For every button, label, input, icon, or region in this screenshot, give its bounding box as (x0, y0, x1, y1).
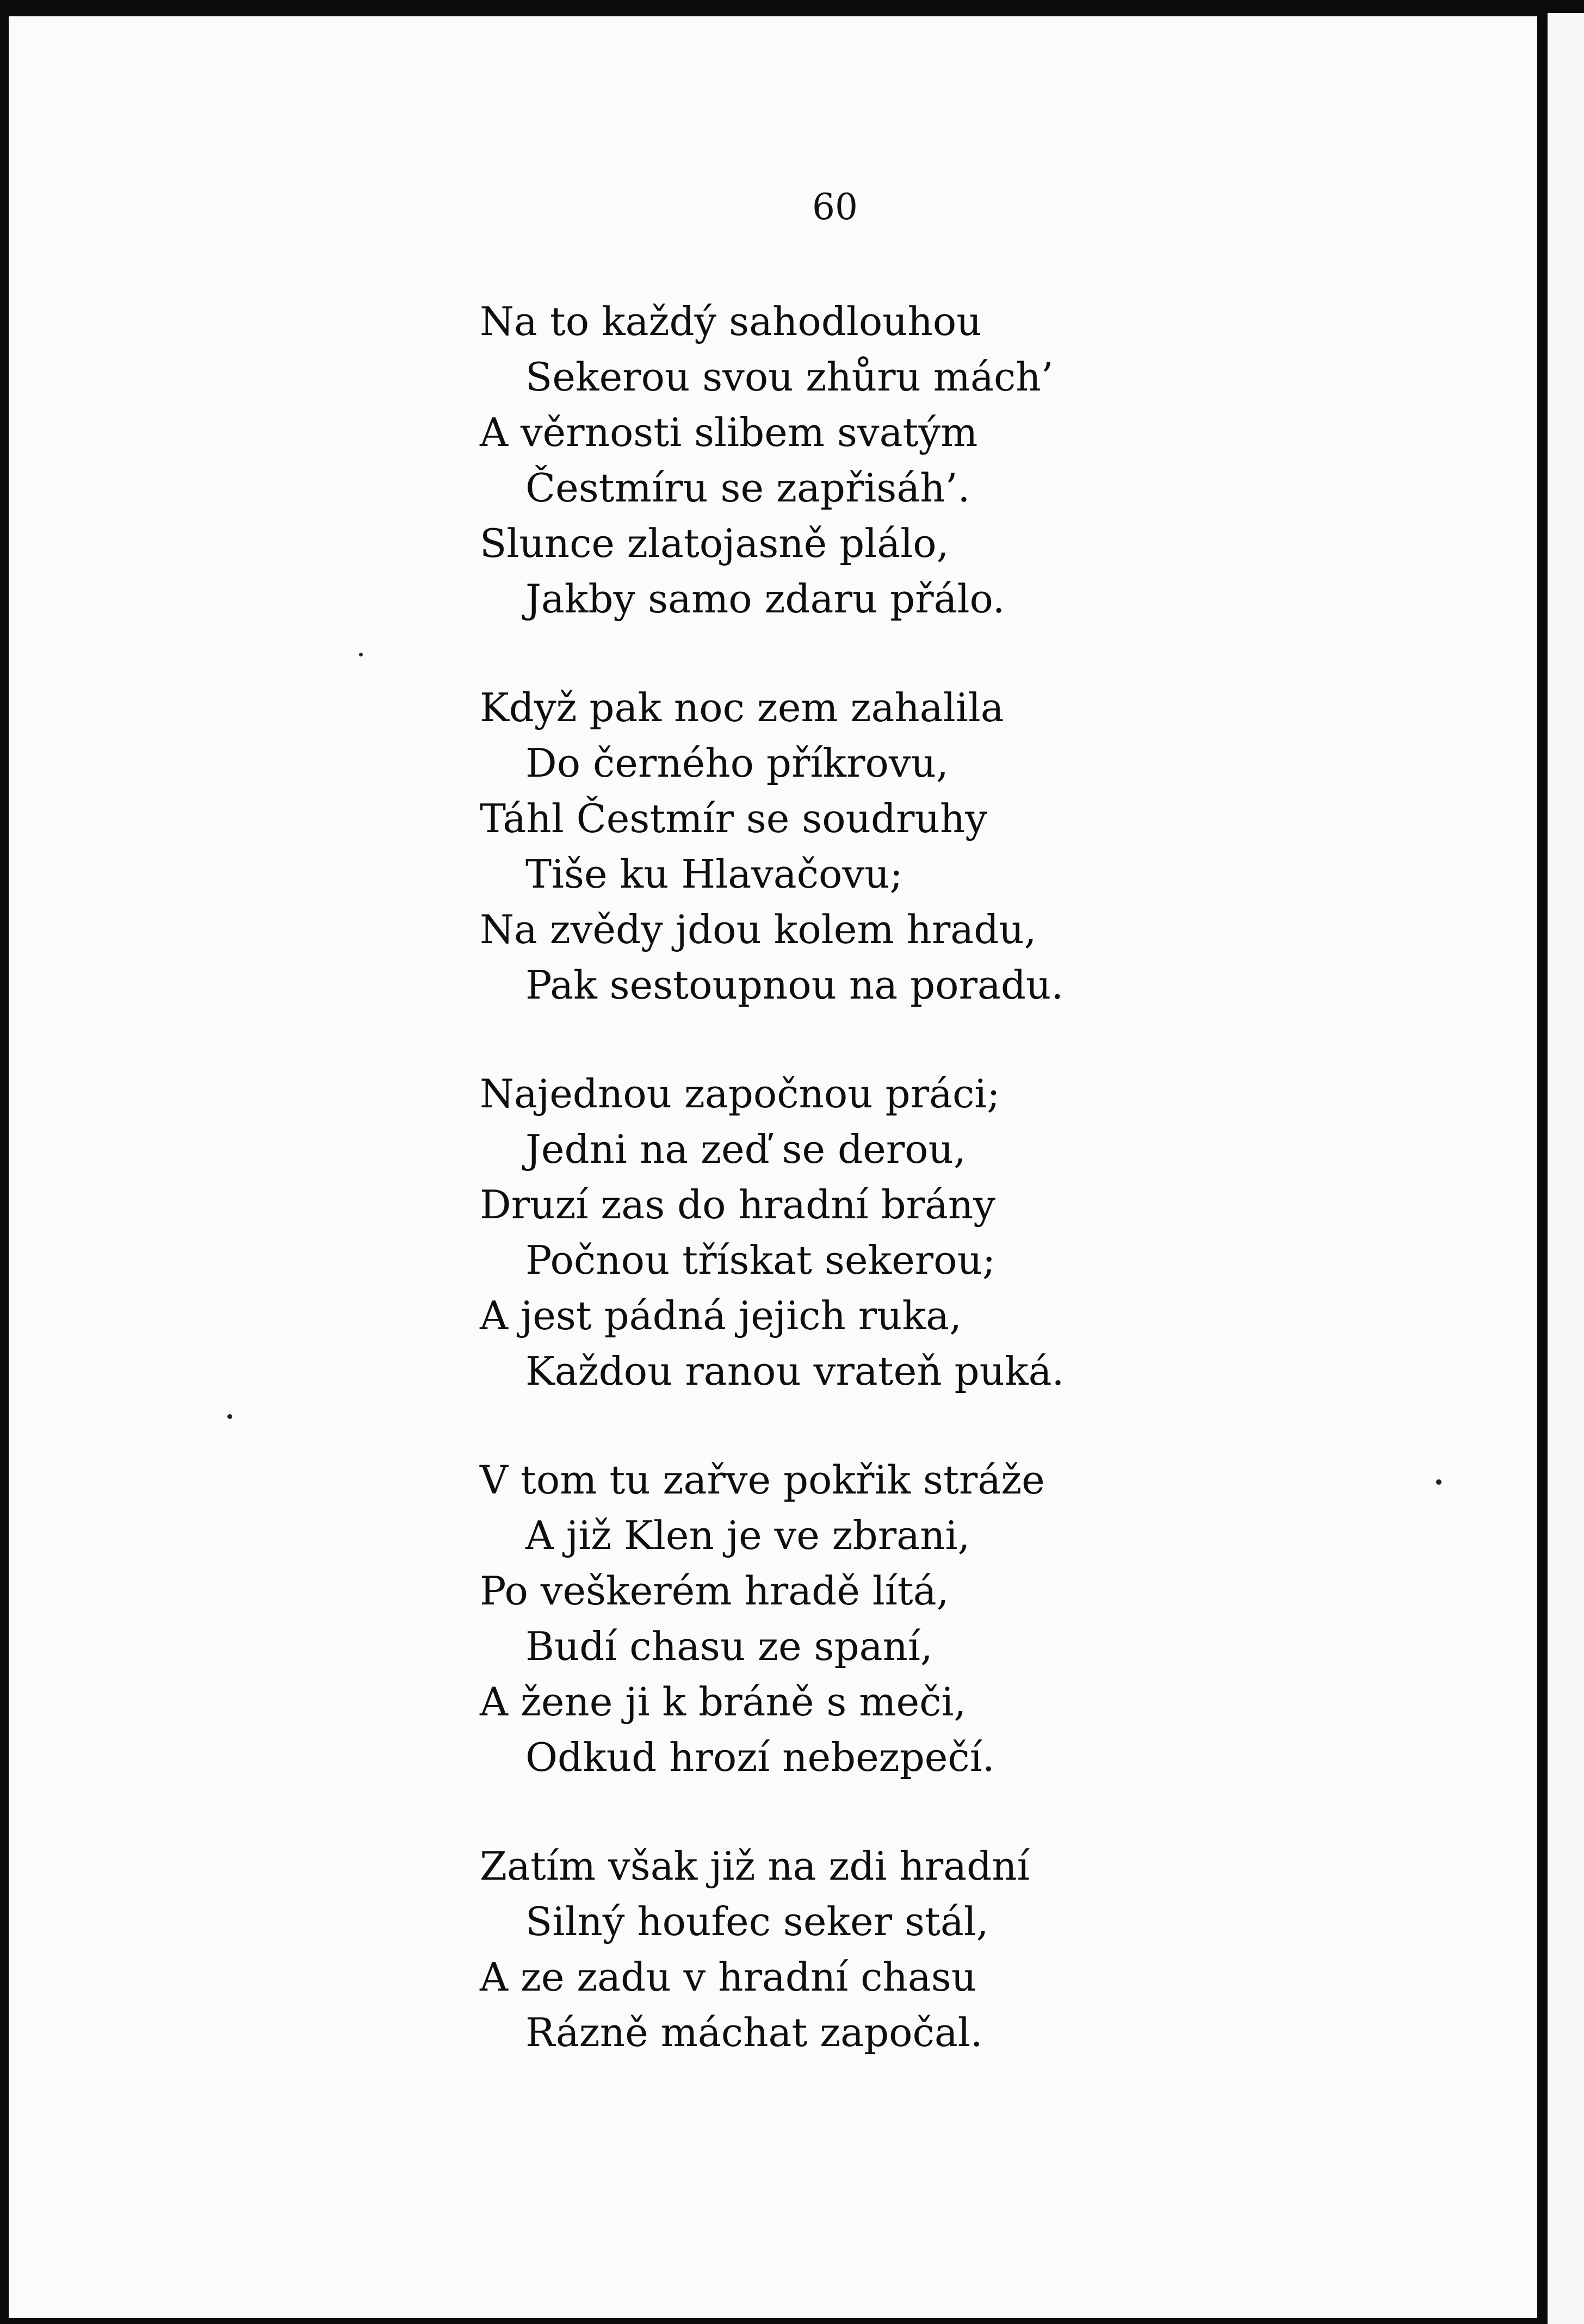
scan-speck (359, 653, 363, 656)
verse-line: Počnou třískat sekerou; (525, 1237, 996, 1283)
verse-line: A věrnosti slibem svatým (480, 410, 978, 455)
verse-line: Pak sestoupnou na poradu. (525, 962, 1064, 1008)
verse-line: Najednou započnou práci; (480, 1071, 1000, 1117)
verse-line: Jakby samo zdaru přálo. (525, 576, 1005, 622)
verse-line: Čestmíru se zapřisáh’. (525, 465, 970, 511)
verse-line: Jedni na zeď se derou, (525, 1126, 966, 1172)
verse-line: V tom tu zařve pokřik stráže (480, 1457, 1045, 1503)
verse-line: Když pak noc zem zahalila (480, 685, 1004, 730)
verse-line: A žene ji k bráně s meči, (480, 1679, 967, 1725)
verse-line: Každou ranou vrateň puká. (525, 1348, 1065, 1394)
verse-line: Slunce zlatojasně plálo, (480, 520, 949, 566)
stanza (480, 1452, 1187, 1785)
facing-page-edge (1548, 13, 1584, 2324)
verse-line: Tiše ku Hlavačovu; (525, 851, 903, 897)
verse-line: Silný houfec seker stál, (525, 1899, 989, 1944)
verse-line: Rázně máchat započal. (525, 2010, 983, 2055)
verse-line: Sekerou svou zhůru mách’ (525, 354, 1054, 400)
verse-line: Odkud hrozí nebezpečí. (525, 1734, 995, 1780)
stanza (480, 1838, 1187, 2060)
stanza (480, 294, 1187, 627)
scan-speck (227, 1414, 232, 1419)
stanza (480, 1066, 1187, 1399)
verse-line: Táhl Čestmír se soudruhy (480, 796, 987, 841)
verse-line: Do černého příkrovu, (525, 740, 949, 786)
verse-line: Zatím však již na zdi hradní (480, 1843, 1030, 1889)
poem (480, 294, 1187, 2114)
verse-line: Na to každý sahodlouhou (480, 299, 982, 344)
verse-line: A již Klen je ve zbrani, (525, 1513, 970, 1558)
verse-line: Na zvědy jdou kolem hradu, (480, 907, 1037, 952)
scan-speck (1436, 1479, 1441, 1485)
verse-line: Po veškerém hradě lítá, (480, 1568, 949, 1614)
verse-line: Druzí zas do hradní brány (480, 1182, 995, 1228)
verse-line: A ze zadu v hradní chasu (480, 1954, 977, 2000)
stanza (480, 680, 1187, 1013)
page-number: 60 (812, 186, 858, 228)
verse-line: Budí chasu ze spaní, (525, 1623, 933, 1669)
verse-line: A jest pádná jejich ruka, (480, 1293, 962, 1338)
